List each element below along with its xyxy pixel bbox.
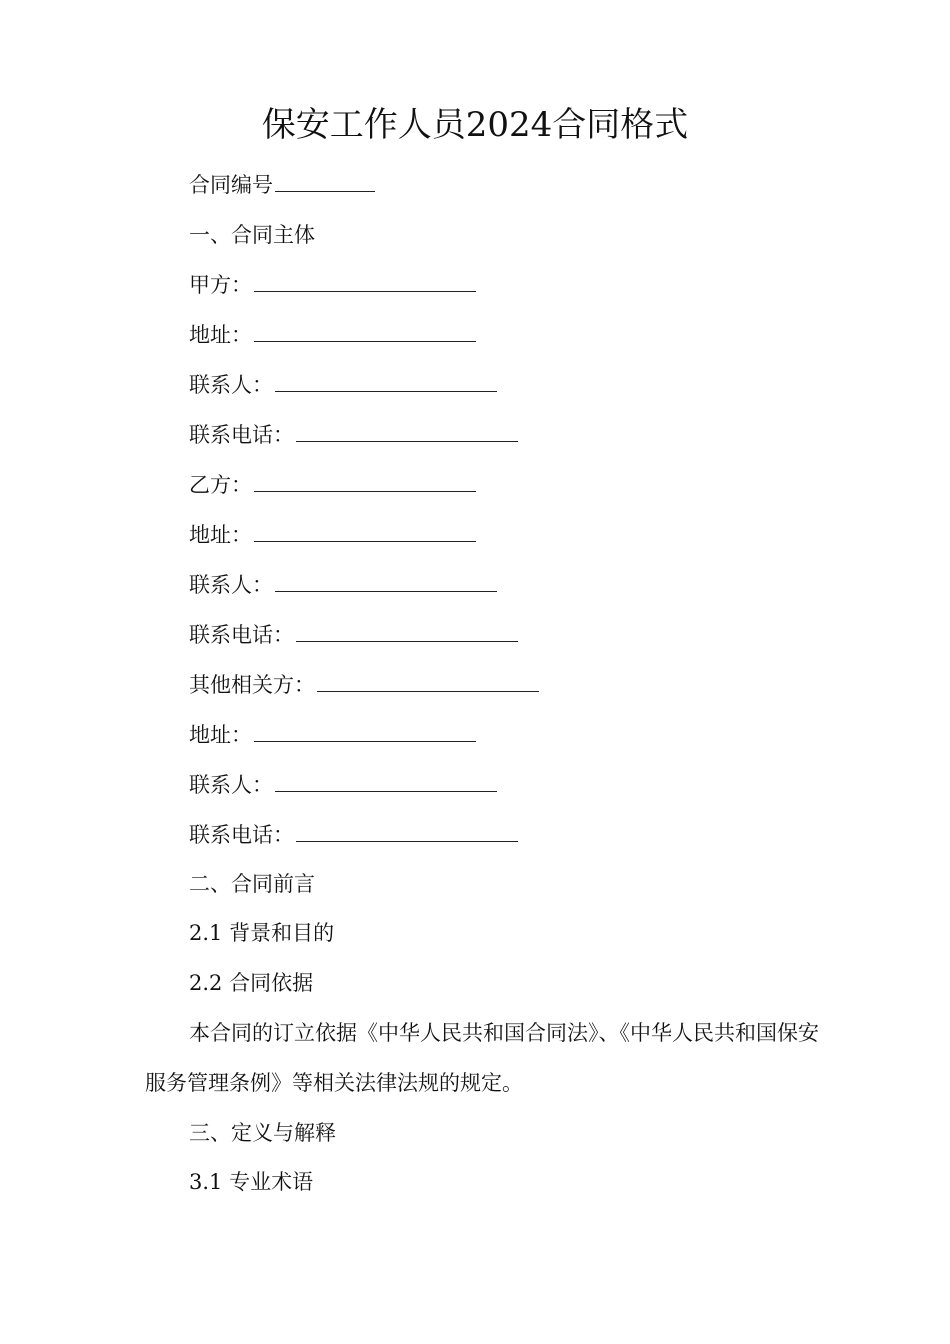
party-a-contact-label: 联系人： — [189, 373, 273, 397]
other-party-phone-line — [189, 820, 518, 850]
party-b-address-label: 地址： — [189, 523, 252, 547]
party-a-name-label: 甲方： — [189, 273, 252, 297]
party-b-contact-label: 联系人： — [189, 573, 273, 597]
other-party-name-line — [189, 670, 539, 700]
other-party-contact-label: 联系人： — [189, 773, 273, 797]
other-party-contact-blank — [275, 771, 497, 792]
party-b-phone-line — [189, 620, 518, 650]
section2-heading: 二、合同前言 — [189, 872, 315, 896]
party-a-address-label: 地址： — [189, 323, 252, 347]
party-b-phone-blank — [296, 621, 518, 642]
party-a-phone-label: 联系电话： — [189, 423, 294, 447]
party-a-contact-line — [189, 370, 497, 400]
party-b-phone-label: 联系电话： — [189, 623, 294, 647]
other-party-address-line — [189, 720, 476, 750]
basis-paragraph: 本合同的订立依据《中华人民共和国合同法》、《中华人民共和国保安服务管理条例》等相关法律法规的规定。 — [145, 1021, 819, 1095]
party-b-contact-blank — [275, 571, 497, 592]
party-b-contact-line — [189, 570, 497, 600]
other-party-phone-label: 联系电话： — [189, 823, 294, 847]
document-title: 保安工作人员2024合同格式 — [261, 105, 689, 145]
contract-number-blank — [275, 171, 375, 192]
contract-number-label: 合同编号 — [189, 173, 273, 197]
party-b-address-blank — [254, 521, 476, 542]
party-a-contact-blank — [275, 371, 497, 392]
party-a-address-line — [189, 320, 476, 350]
other-party-contact-line — [189, 770, 497, 800]
other-party-name-blank — [317, 671, 539, 692]
party-a-phone-blank — [296, 421, 518, 442]
other-party-address-blank — [254, 721, 476, 742]
party-a-address-blank — [254, 321, 476, 342]
item-2-2: 2.2 合同依据 — [189, 971, 314, 995]
party-a-name-line — [189, 270, 476, 300]
section1-heading: 一、合同主体 — [189, 223, 315, 247]
party-b-name-label: 乙方： — [189, 473, 252, 497]
section3-heading: 三、定义与解释 — [189, 1121, 336, 1145]
party-b-name-blank — [254, 471, 476, 492]
contract-number-line — [189, 170, 375, 200]
other-party-phone-blank — [296, 821, 518, 842]
other-party-name-label: 其他相关方： — [189, 673, 315, 697]
other-party-address-label: 地址： — [189, 723, 252, 747]
party-a-name-blank — [254, 271, 476, 292]
party-b-name-line — [189, 470, 476, 500]
item-2-1: 2.1 背景和目的 — [189, 921, 335, 945]
item-3-1: 3.1 专业术语 — [189, 1170, 314, 1194]
party-a-phone-line — [189, 420, 518, 450]
party-b-address-line — [189, 520, 476, 550]
